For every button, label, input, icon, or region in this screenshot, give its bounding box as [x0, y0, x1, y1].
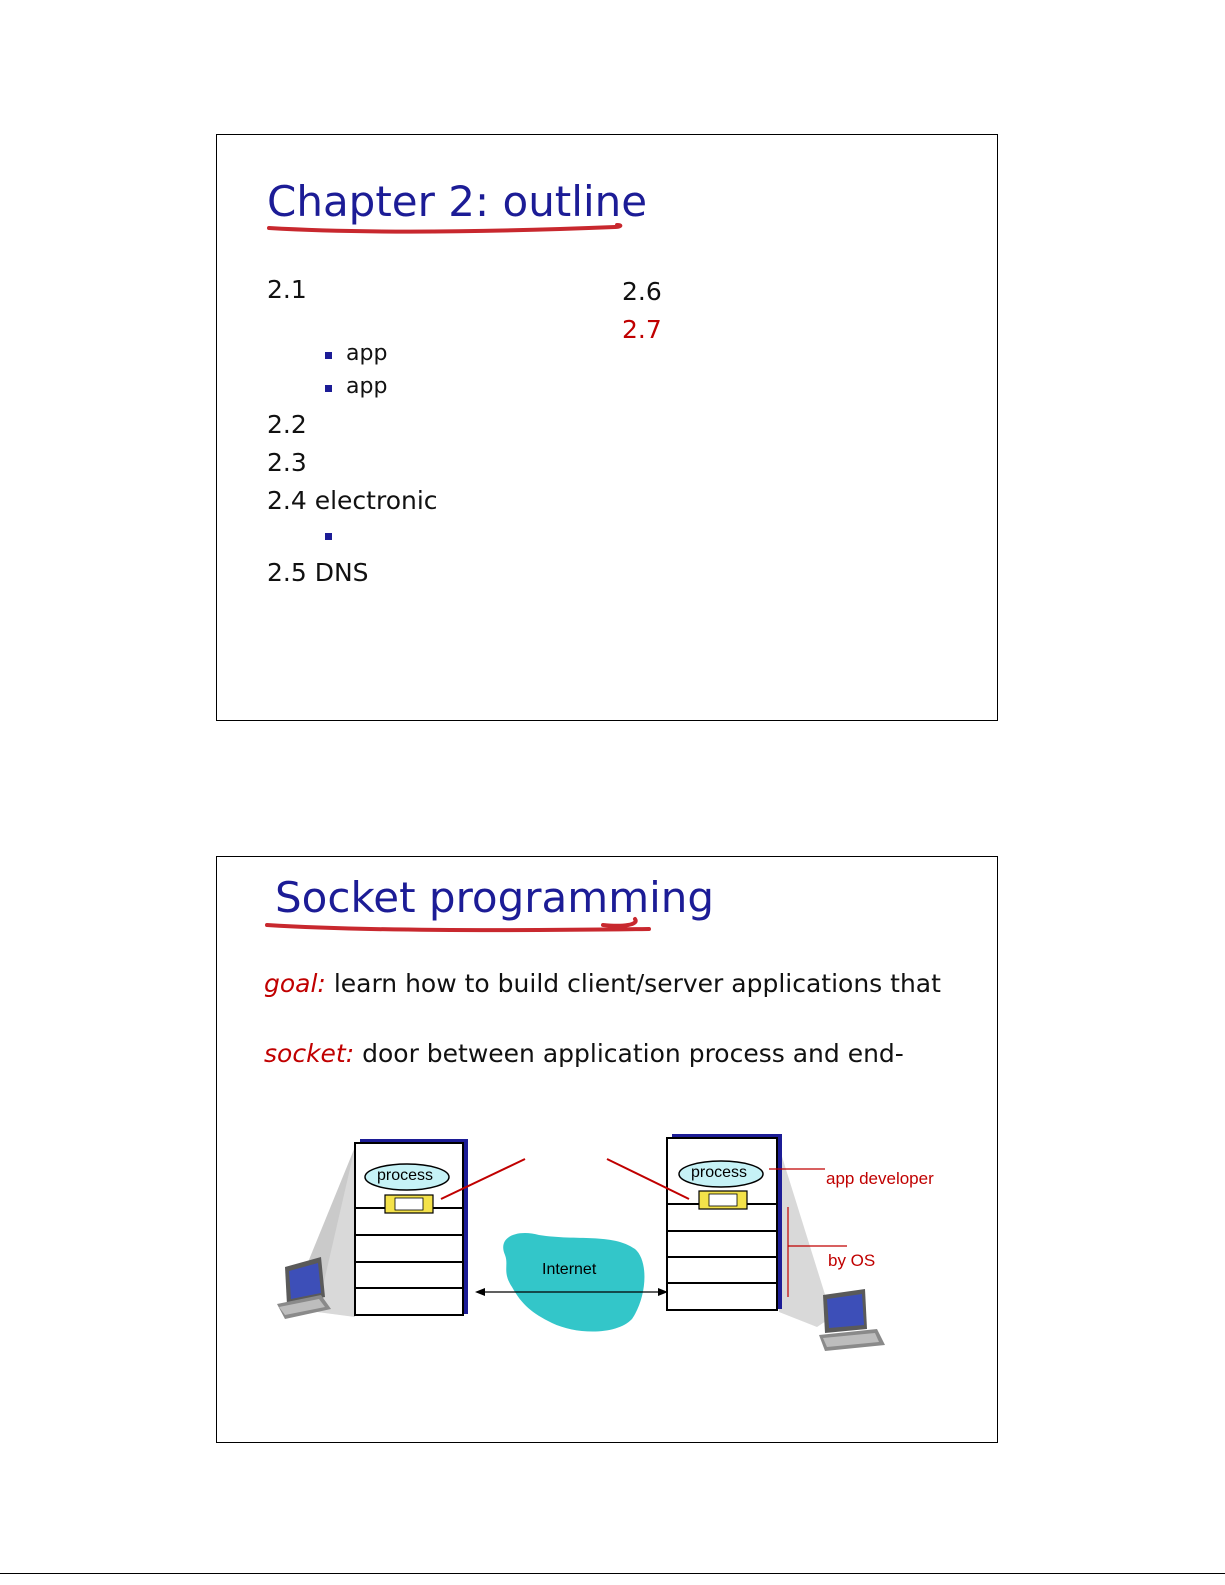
process-label-right: process: [691, 1164, 748, 1181]
app-developer-label: app developer: [826, 1169, 934, 1188]
bullet-icon: [325, 533, 332, 540]
outline-subitem: app: [346, 374, 388, 399]
item-text: DNS: [314, 558, 369, 587]
slide-chapter-outline: [216, 134, 998, 721]
by-os-label: by OS: [828, 1251, 876, 1270]
bullet-icon: [325, 385, 332, 392]
slide-title: Socket programming: [275, 873, 715, 922]
outline-item-2-2: [267, 410, 307, 439]
slide-title: Chapter 2: outline: [267, 177, 648, 226]
process-label-left: process: [377, 1167, 434, 1184]
outline-item-2-4: [267, 486, 438, 515]
internet-cloud: [503, 1233, 644, 1332]
title-underline: [265, 219, 625, 239]
outline-subitem: app: [346, 341, 388, 366]
item-text: electronic: [314, 486, 438, 515]
socket-diagram: [217, 857, 997, 1442]
item-number: 2.2: [267, 410, 307, 439]
outline-item-2-5: [267, 558, 369, 587]
goal-text: learn how to build client/server applications that: [333, 969, 941, 998]
slide-socket-programming: [216, 856, 998, 1443]
goal-label: goal:: [264, 969, 326, 998]
left-protocol-stack: [355, 1139, 468, 1315]
outline-item-2-1: [267, 275, 307, 304]
internet-label: Internet: [542, 1261, 597, 1278]
page-bottom-rule: [0, 1573, 1225, 1574]
item-number: 2.4: [267, 486, 307, 515]
right-computer-icon: [819, 1289, 885, 1351]
socket-label: socket:: [264, 1039, 355, 1068]
item-number: 2.3: [267, 448, 307, 477]
item-number: 2.1: [267, 275, 307, 304]
item-number: 2.5: [267, 558, 307, 587]
right-protocol-stack: [667, 1134, 782, 1310]
outline-item-2-7: 2.7: [622, 315, 662, 344]
outline-item-2-3: [267, 448, 307, 477]
bullet-icon: [325, 352, 332, 359]
outline-item-2-6: 2.6: [622, 277, 662, 306]
socket-text: door between application process and end-: [362, 1039, 904, 1068]
